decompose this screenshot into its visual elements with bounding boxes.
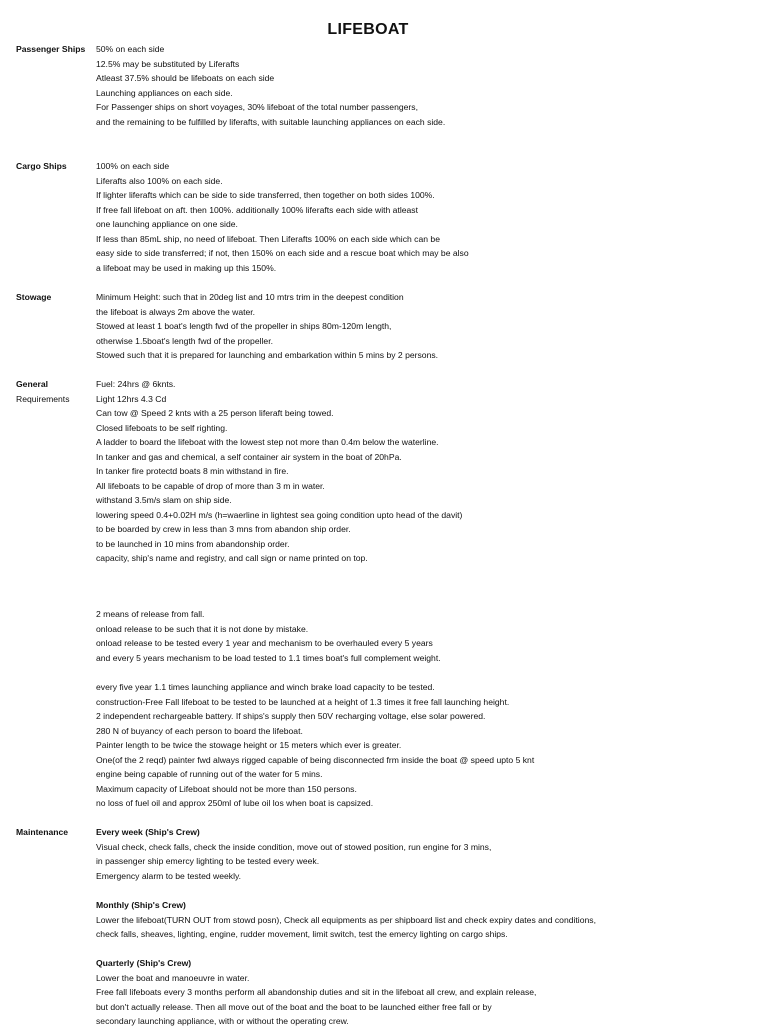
text-line: Stowed such that it is prepared for launching and embarkation within 5 mins by 2 persons. xyxy=(96,350,439,360)
text-line: Fuel: 24hrs @ 6knts. xyxy=(96,379,176,389)
text-line: Stowed at least 1 boat's length fwd of the propeller in ships 80m-120m length, xyxy=(96,321,392,331)
text-line: in passenger ship emercy lighting to be tested every week. xyxy=(96,856,320,866)
text-line: 280 N of buyancy of each person to board the lifeboat. xyxy=(96,725,303,736)
subheading-quarterly: Quarterly (Ship's Crew) xyxy=(96,958,192,968)
text-line: Visual check, check falls, check the inside condition, move out of stowed position, run engine for 3 mins, xyxy=(96,841,492,852)
label-subtext: Requirements xyxy=(16,393,70,404)
text-line: 2 independent rechargeable battery. If ships's supply then 50V recharging voltage, else solar powered. xyxy=(96,711,486,721)
page-title: LIFEBOAT xyxy=(327,21,409,38)
text-line: no loss of fuel oil and approx 250ml of lube oil los when boat is capsized. xyxy=(96,798,374,808)
text-line: capacity, ship's name and registry, and call sign or name printed on top. xyxy=(96,553,368,563)
subheading-monthly: Monthly (Ship's Crew) xyxy=(96,900,186,910)
text-line: For Passenger ships on short voyages, 30% lifeboat of the total number passengers, xyxy=(96,102,418,112)
section-body-misc xyxy=(96,680,756,811)
section-label-stowage: Stowage xyxy=(16,292,52,302)
text-line: If lighter liferafts which can be side to side transferred, then together on both sides 100%. xyxy=(96,190,435,200)
text-line: Painter length to be twice the stowage height or 15 meters which ever is greater. xyxy=(96,740,402,750)
section-label-maintenance: Maintenance xyxy=(16,827,69,837)
text-line: Minimum Height: such that in 20deg list and 10 mtrs trim in the deepest condition xyxy=(96,292,404,302)
text-line: A ladder to board the lifeboat with the lowest step not more than 0.4m below the waterline. xyxy=(96,437,439,447)
text-line: but don't actually release. Then all move out of the boat and the boat to be launched either free fall or by xyxy=(96,1001,492,1012)
text-line: Light 12hrs 4.3 Cd xyxy=(96,393,167,404)
text-line: If less than 85mL ship, no need of lifeboat. Then Liferafts 100% on each side which can be xyxy=(96,233,440,244)
section-body-monthly xyxy=(96,898,756,942)
text-line: In tanker fire protectd boats 8 min withstand in fire. xyxy=(96,466,289,476)
text-line: and the remaining to be fulfilled by liferafts, with suitable launching appliances on each side. xyxy=(96,116,446,127)
text-line: otherwise 1.5boat's length fwd of the propeller. xyxy=(96,335,273,346)
text-line: easy side to side transferred; if not, then 150% on each side and a rescue boat which may be also xyxy=(96,248,469,258)
text-line: a lifeboat may be used in making up this 150%. xyxy=(96,262,277,273)
section-body-release xyxy=(96,607,756,665)
text-line: All lifeboats to be capable of drop of more than 3 m in water. xyxy=(96,480,325,491)
text-line: onload release to be tested every 1 year and mechanism to be overhauled every 5 years xyxy=(96,638,433,648)
text-line: Closed lifeboats to be self righting. xyxy=(96,422,228,433)
section-body-stowage xyxy=(96,290,756,363)
text-line: construction-Free Fall lifeboat to be tested to be launched at a height of 1.3 times it free fall launching height. xyxy=(96,696,510,707)
text-line: Liferafts also 100% on each side. xyxy=(96,175,223,186)
text-line: If free fall lifeboat on aft. then 100%. additionally 100% liferafts each side with atleast xyxy=(96,204,418,215)
text-line: Launching appliances on each side. xyxy=(96,87,233,98)
text-line: one launching appliance on one side. xyxy=(96,219,238,229)
text-line: 50% on each side xyxy=(96,44,165,54)
text-line: secondary launching appliance, with or without the operating crew. xyxy=(96,1016,349,1026)
section-label-general xyxy=(16,377,96,406)
text-line: every five year 1.1 times launching appliance and winch brake load capacity to be tested. xyxy=(96,682,435,692)
text-line: to be boarded by crew in less than 3 mns from abandon ship order. xyxy=(96,524,351,534)
subheading-weekly: Every week (Ship's Crew) xyxy=(96,827,200,837)
text-line: Lower the lifeboat(TURN OUT from stowd posn), Check all equipments as per shipboard list and check expiry dates and conditions, xyxy=(96,914,596,925)
text-line: Can tow @ Speed 2 knts with a 25 person liferaft being towed. xyxy=(96,408,334,418)
text-line: 12.5% may be substituted by Liferafts xyxy=(96,58,240,69)
section-body-maintenance xyxy=(96,825,756,883)
text-line: lowering speed 0.4+0.02H m/s (h=waerline in lightest sea going condition upto head of the davit) xyxy=(96,509,463,520)
text-line: 2 means of release from fall. xyxy=(96,609,205,619)
section-body-general xyxy=(96,377,756,566)
text-line: In tanker and gas and chemical, a self container air system in the boat of 20hPa. xyxy=(96,451,402,462)
section-body-passenger-ships xyxy=(96,42,756,129)
section-label-cargo-ships: Cargo Ships xyxy=(16,161,67,171)
text-line: Lower the boat and manoeuvre in water. xyxy=(96,972,250,983)
text-line: One(of the 2 reqd) painter fwd always rigged capable of being disconnected frm inside the boat @ speed upto 5 knt xyxy=(96,754,535,765)
text-line: 100% on each side xyxy=(96,161,170,171)
text-line: the lifeboat is always 2m above the water. xyxy=(96,306,256,317)
text-line: check falls, sheaves, lighting, engine, rudder movement, limit switch, test the emercy lighting on cargo ships. xyxy=(96,929,508,939)
section-label-passenger-ships: Passenger Ships xyxy=(16,44,86,54)
text-line: to be launched in 10 mins from abandonship order. xyxy=(96,538,290,549)
label-text: General xyxy=(16,379,49,389)
section-body-quarterly xyxy=(96,956,756,1029)
text-line: engine being capable of running out of the water for 5 mins. xyxy=(96,769,323,779)
text-line: onload release to be such that it is not done by mistake. xyxy=(96,623,309,634)
text-line: Maximum capacity of Lifeboat should not be more than 150 persons. xyxy=(96,783,357,794)
text-line: Free fall lifeboats every 3 months perform all abandonship duties and sit in the lifeboat all crew, and explain release, xyxy=(96,987,537,997)
section-body-cargo-ships xyxy=(96,159,756,275)
text-line: withstand 3.5m/s slam on ship side. xyxy=(96,495,232,505)
text-line: and every 5 years mechanism to be load tested to 1.1 times boat's full complement weight. xyxy=(96,652,441,663)
text-line: Emergency alarm to be tested weekly. xyxy=(96,870,242,881)
text-line: Atleast 37.5% should be lifeboats on each side xyxy=(96,73,275,83)
